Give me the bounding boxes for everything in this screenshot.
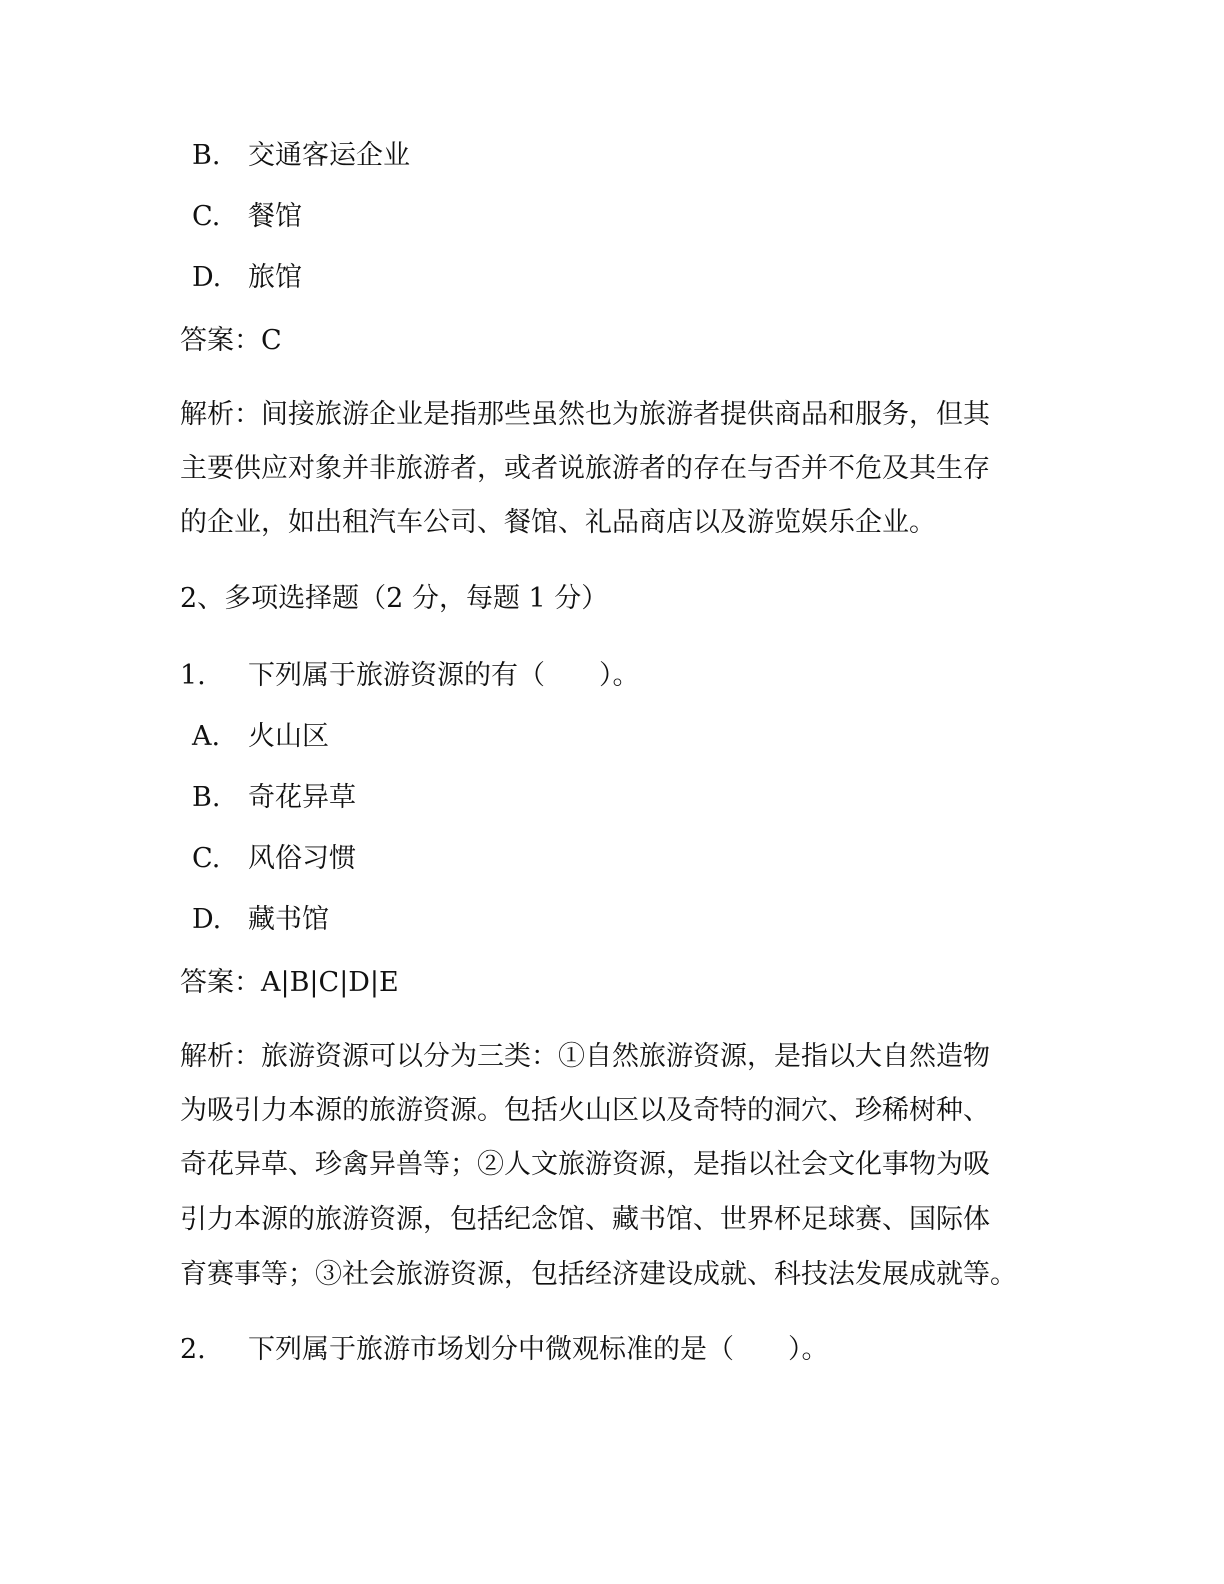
option-d [180,260,302,296]
option-a [180,719,329,755]
option-d [180,902,329,938]
option-text: 藏书馆 [248,904,329,935]
option-c [180,199,302,235]
option-letter: D. [192,904,222,935]
analysis-line: 的企业，如出租汽车公司、餐馆、礼品商店以及游览娱乐企业。 [180,507,936,538]
analysis-line: 为吸引力本源的旅游资源。包括火山区以及奇特的洞穴、珍稀树种、 [180,1095,990,1126]
analysis-line: 育赛事等；③社会旅游资源，包括经济建设成就、科技法发展成就等。 [180,1259,1017,1290]
answer-line: 答案：C [180,325,282,356]
option-letter: B. [192,782,221,813]
question-stem: 下列属于旅游市场划分中微观标准的是（ ）。 [248,1334,829,1365]
option-text: 交通客运企业 [248,140,410,171]
analysis-line: 解析：旅游资源可以分为三类：①自然旅游资源，是指以大自然造物 [180,1041,990,1072]
option-letter: D. [192,262,222,293]
question-number: 2. [180,1334,206,1365]
option-text: 火山区 [248,721,329,752]
answer-line: 答案：A|B|C|D|E [180,967,399,998]
analysis-line: 主要供应对象并非旅游者，或者说旅游者的存在与否并不危及其生存 [180,453,990,484]
option-letter: C. [192,201,221,232]
option-text: 奇花异草 [248,782,356,813]
option-b [180,780,356,816]
option-letter: A. [192,721,221,752]
question-number: 1. [180,660,206,691]
analysis-line: 解析：间接旅游企业是指那些虽然也为旅游者提供商品和服务，但其 [180,399,990,430]
option-text: 旅馆 [248,262,302,293]
option-letter: C. [192,843,221,874]
analysis-line: 引力本源的旅游资源，包括纪念馆、藏书馆、世界杯足球赛、国际体 [180,1204,990,1235]
option-text: 餐馆 [248,201,302,232]
option-letter: B. [192,140,221,171]
question-2 [180,1332,829,1368]
section-heading: 2、多项选择题（2 分，每题 1 分） [180,583,609,614]
option-c [180,841,356,877]
question-stem: 下列属于旅游资源的有（ ）。 [248,660,640,691]
option-text: 风俗习惯 [248,843,356,874]
option-b [180,138,410,174]
question-1 [180,658,640,694]
analysis-line: 奇花异草、珍禽异兽等；②人文旅游资源，是指以社会文化事物为吸 [180,1149,990,1180]
